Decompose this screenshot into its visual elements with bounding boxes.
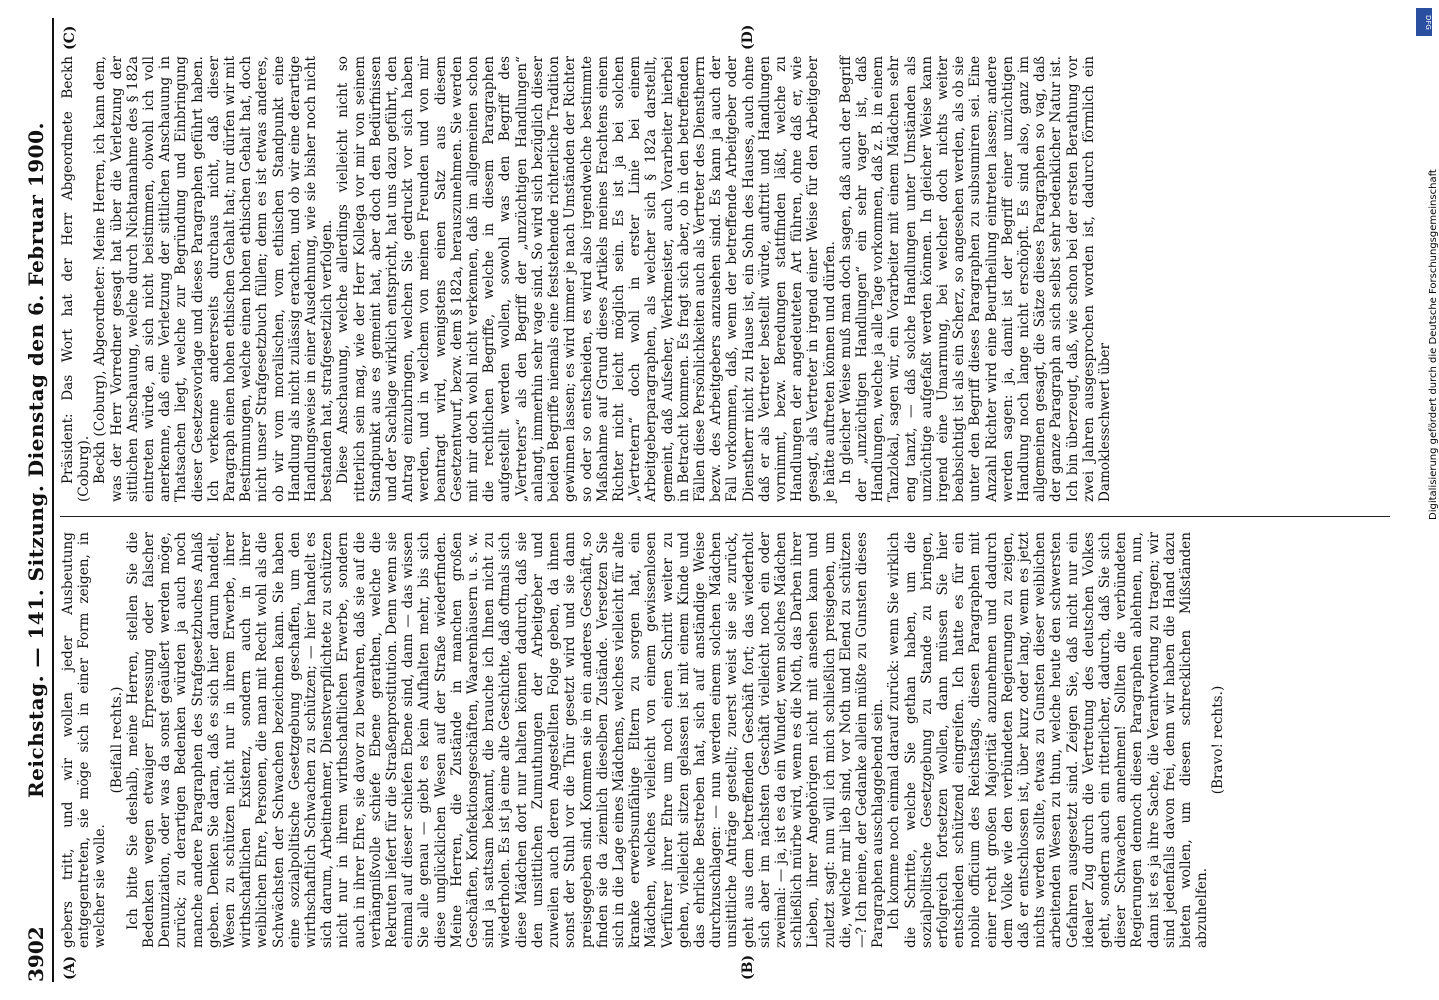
margin-mark-a: (A)	[62, 955, 78, 980]
paragraph: gebers tritt, und wir wollen jeder Ausbeutung entgegentreten, sie möge sich in einer Form zeigen, in welcher sie wolle.	[60, 532, 109, 948]
page-number: 3902	[24, 926, 48, 982]
speaker-paragraph: Präsident: Das Wort hat der Herr Abgeordnete Beckh (Coburg).	[60, 56, 93, 502]
column-divider	[60, 516, 1390, 517]
dfg-logo: DFG	[1416, 8, 1432, 36]
margin-mark-b: (B)	[740, 954, 756, 980]
page-title: Reichstag. — 141. Sitzung. Dienstag den 6. Februar 1900.	[24, 122, 48, 798]
page-header	[14, 18, 54, 982]
margin-mark-d: (D)	[740, 24, 756, 50]
paragraph: Ich komme noch einmal darauf zurück: wenn Sie wirklich die Schritte, welche Sie gethan haben, um die sozialpolitische Gesetzgebung zu Stande zu bringen, erfolgreich fortsetzen wollen, dann müssen Sie hier entschieden schützend eingreifen. Ich hatte es für ein nobile officium des Reichstags, diesen Paragraphen mit einer recht großen Majorität anzunehmen und dadurch dem Volke wie den verbündeten Regierungen zu zeigen, daß er entschlossen ist, über kurz oder lang, wenn es jetzt nichts werden sollte, etwas zu Gunsten dieser weiblichen arbeitenden Wesen zu thun, welche heute den schwersten Gefahren ausgesetzt sind. Zeigen Sie, daß nicht nur ein idealer Zug durch die Vertretung des deutschen Volkes geht, sondern auch ein ritterlicher, dadurch, daß Sie sich dieser Schwachen annehmen! Sollten die verbündeten Regierungen dennoch diesen Paragraphen ablehnen, nun, dann ist es ja ihre Sache, die Verantwortung zu tragen; wir sind jedenfalls davon frei, denn wir haben die Hand dazu bieten wollen, um diesen schrecklichen Mißständen abzuhelfen.	[886, 532, 1211, 948]
speaker-paragraph: Beckh (Coburg), Abgeordneter: Meine Herren, ich kann dem, was der Herr Vorredner gesagt hat über die Verletzung der sittlichen Anschauung, welche durch Nichtannahme des § 182a eintreten würde, an sich nicht beistimmen, obwohl ich voll anerkenne, daß eine Verletzung der sittlichen Anschauung in Thatsachen liegt, welche zur Begründung und Einbringung dieser Gesetzesvorlage und dieses Paragraphen geführt haben. Ich verkenne andererseits durchaus nicht, daß dieser Paragraph einen hohen ethischen Gehalt hat; nur dürfen wir mit Bestimmungen, welche einen hohen ethischen Gehalt hat, doch nicht unser Strafgesetzbuch füllen; denn es ist etwas anderes, ob wir vom moralischen, vom ethischen Standpunkt eine Handlung als nicht zulässig erachten, und ob wir eine derartige Handlungsweise in einer Ausdehnung, wie sie bisher noch nicht bestanden hat, strafgesetzlich verfolgen.	[92, 56, 336, 502]
left-column	[60, 532, 1390, 948]
dfg-sidebar	[1412, 0, 1439, 1000]
applause-note: (Bravo! rechts.)	[1210, 685, 1227, 795]
applause-note: (Beifall rechts.)	[108, 686, 125, 794]
paragraph: In gleicher Weise muß man doch sagen, daß auch der Begriff der „unzüchtigen Handlungen“ ein sehr vager ist, daß Handlungen, welche ja alle Tage vorkommen, daß z. B. in einem Tanzlokal, sagen wir, ein Vorarbeiter mit einem Mädchen sehr eng tanzt, — daß solche Handlungen unter Umständen als unzüchtige aufgefaßt werden können. In gleicher Weise kann irgend eine Umarmung, bei welcher doch nichts weiter beabsichtigt ist als ein Scherz, so angesehen werden, als ob sie unter den Begriff dieses Paragraphen zu subsumiren sei. Eine Anzahl Richter wird eine Beurtheilung eintreten lassen; andere werden sagen: ja, damit ist der Begriff einer unzüchtigen Handlung noch lange nicht erschöpft. Es sind also, ganz im allgemeinen gesagt, die Sätze dieses Paragraphen so vag, daß der ganze Paragraph an sich selbst sehr bedenklicher Natur ist. Ich bin überzeugt, daß, wie schon bei der ersten Berathung vor zwei Jahren ausgesprochen worden ist, dadurch förmlich ein Damoklesschwert über	[837, 56, 1113, 502]
paragraph: Ich bitte Sie deshalb, meine Herren, stellen Sie die Bedenken wegen etwaiger Erpressung oder falscher Denunziation, oder was da sonst geäußert werden möge, zurück; zu derartigen Bedenken würden ja auch noch manche andere Paragraphen des Strafgesetzbuches Anlaß geben. Denken Sie daran, daß es sich hier darum handelt, Wesen zu schützen nicht nur in ihrem Erwerbe, ihrer wirthschaftlichen Existenz, sondern auch in ihrer weiblichen Ehre, Personen, die man mit Recht wohl als die Schwächsten der Schwachen bezeichnen kann. Sie haben eine sozialpolitische Gesetzgebung geschaffen, um den wirthschaftlich Schwachen zu schützen; — hier handelt es sich darum, Arbeitnehmer, Dienstverpflichtete zu schützen nicht nur in ihrem wirthschaftlichen Erwerbe, sondern auch in ihrer Ehre, sie davor zu bewahren, daß sie auf die verhängnißvolle schiefe Ebene gerathen, welche die Rekruten liefert für die Straßenprostitution. Denn wenn sie einmal auf dieser schiefen Ebene sind, dann — das wissen Sie alle genau — giebt es kein Aufhalten mehr, bis sich diese unglücklichen Wesen auf der Straße wiederfinden. Meine Herren, die Zustände in manchen großen Geschäften, Konfektionsgeschäften, Waarenhäusern u. s. w. sind ja sattsam bekannt, die brauche ich Ihnen nicht zu wiederholen. Es ist ja eine alte Geschichte, daß oftmals sich diese Mädchen dort nur halten können dadurch, daß sie den unsittlichen Zumuthungen der Arbeitgeber und zuweilen auch deren Angestellten Folge geben, da ihnen sonst der Stuhl vor die Thür gesetzt wird und sie dann preisgegeben sind. Kommen sie in ein anderes Geschäft, so finden sie da ziemlich dieselben Zustände. Versetzen Sie sich in die Lage eines Mädchens, welches vielleicht für alte kranke erwerbsunfähige Eltern zu sorgen hat, ein Mädchen, welches vielleicht von einem gewissenlosen Verführer ihrer Ehre um noch einen Schritt weiter zu gehen, vielleicht sitzen gelassen ist mit einem Kinde und das ehrliche Bestreben hat, sich auf anständige Weise durchzuschlagen: — nun werden einem solchen Mädchen unsittliche Anträge gestellt; zuerst weist sie sie zurück, geht aus dem betreffenden Geschäft fort; das wiederholt sich aber im nächsten Geschäft vielleicht noch ein oder zweimal: — ja, ist es da ein Wunder, wenn solches Mädchen schließlich mürbe wird, wenn es die Noth, das Darben ihrer Lieben, ihrer Angehörigen nicht mit ansehen kann und zuletzt sagt: nun will ich mich schließlich preisgeben, um die, welche mir lieb sind, vor Noth und Elend zu schützen —? Ich meine, der Gedanke allein müßte zu Gunsten dieses Paragraphen ausschlaggebend sein.	[124, 532, 887, 948]
right-column	[60, 56, 1390, 502]
paragraph: Diese Anschauung, welche allerdings vielleicht nicht so ritterlich sein mag, wie der Herr Kollega vor mir von seinem Standpunkt aus es gemeint hat, aber doch den Bedürfnissen und der Sachlage wirklich entspricht, hat uns dazu geführt, den Antrag einzubringen, welchen Sie gedruckt vor sich haben werden, und in welchem von meinen Freunden und von mir beantragt wird, wenigstens einen Satz aus diesem Gesetzentwurf, bezw. dem § 182a, herauszunehmen. Sie werden mit mir doch wohl nicht verkennen, daß im allgemeinen schon die rechtlichen Begriffe, welche in diesem Paragraphen aufgestellt werden wollen, sowohl was den Begriff des „Vertreters“ als den Begriff der „unzüchtigen Handlungen“ anlangt, immerhin sehr vage sind. So wird sich bezüglich dieser beiden Begriffe niemals eine feststehende richterliche Tradition gewinnen lassen; es wird immer je nach Umständen der Richter so oder so entscheiden, es wird also irgendwelche bestimmte Maßnahme auf Grund dieses Artikels meines Erachtens einem Richter nicht leicht möglich sein. Es ist ja bei solchen „Vertretern“ doch wohl in erster Linie bei einem Arbeitgeberparagraphen, als welcher sich § 182a darstellt, gemeint, daß Aufseher, Werkmeister, auch Vorarbeiter hierbei in Betracht kommen. Es fragt sich aber, ob in den betreffenden Fällen diese Persönlichkeiten auch als Vertreter des Dienstherrn bezw. des Arbeitgebers anzusehen sind. Es kann ja auch der Fall vorkommen, daß, wenn der betreffende Arbeitgeber oder Dienstherr nicht zu Hause ist, ein Sohn des Hauses, auch ohne daß er als Vertreter bestellt würde, auftritt und Handlungen vornimmt, bezw. Beredungen stattfinden läßt, welche zu Handlungen der angedeuteten Art führen, ohne daß er, wie gesagt, als Vertreter in irgend einer Weise für den Arbeitgeber je hätte auftreten können und dürfen.	[335, 56, 838, 502]
dfg-credit-text: Digitalisierung gefördert durch die Deutsche Forschungsgemeinschaft	[1428, 169, 1439, 520]
margin-mark-c: (C)	[62, 25, 78, 50]
